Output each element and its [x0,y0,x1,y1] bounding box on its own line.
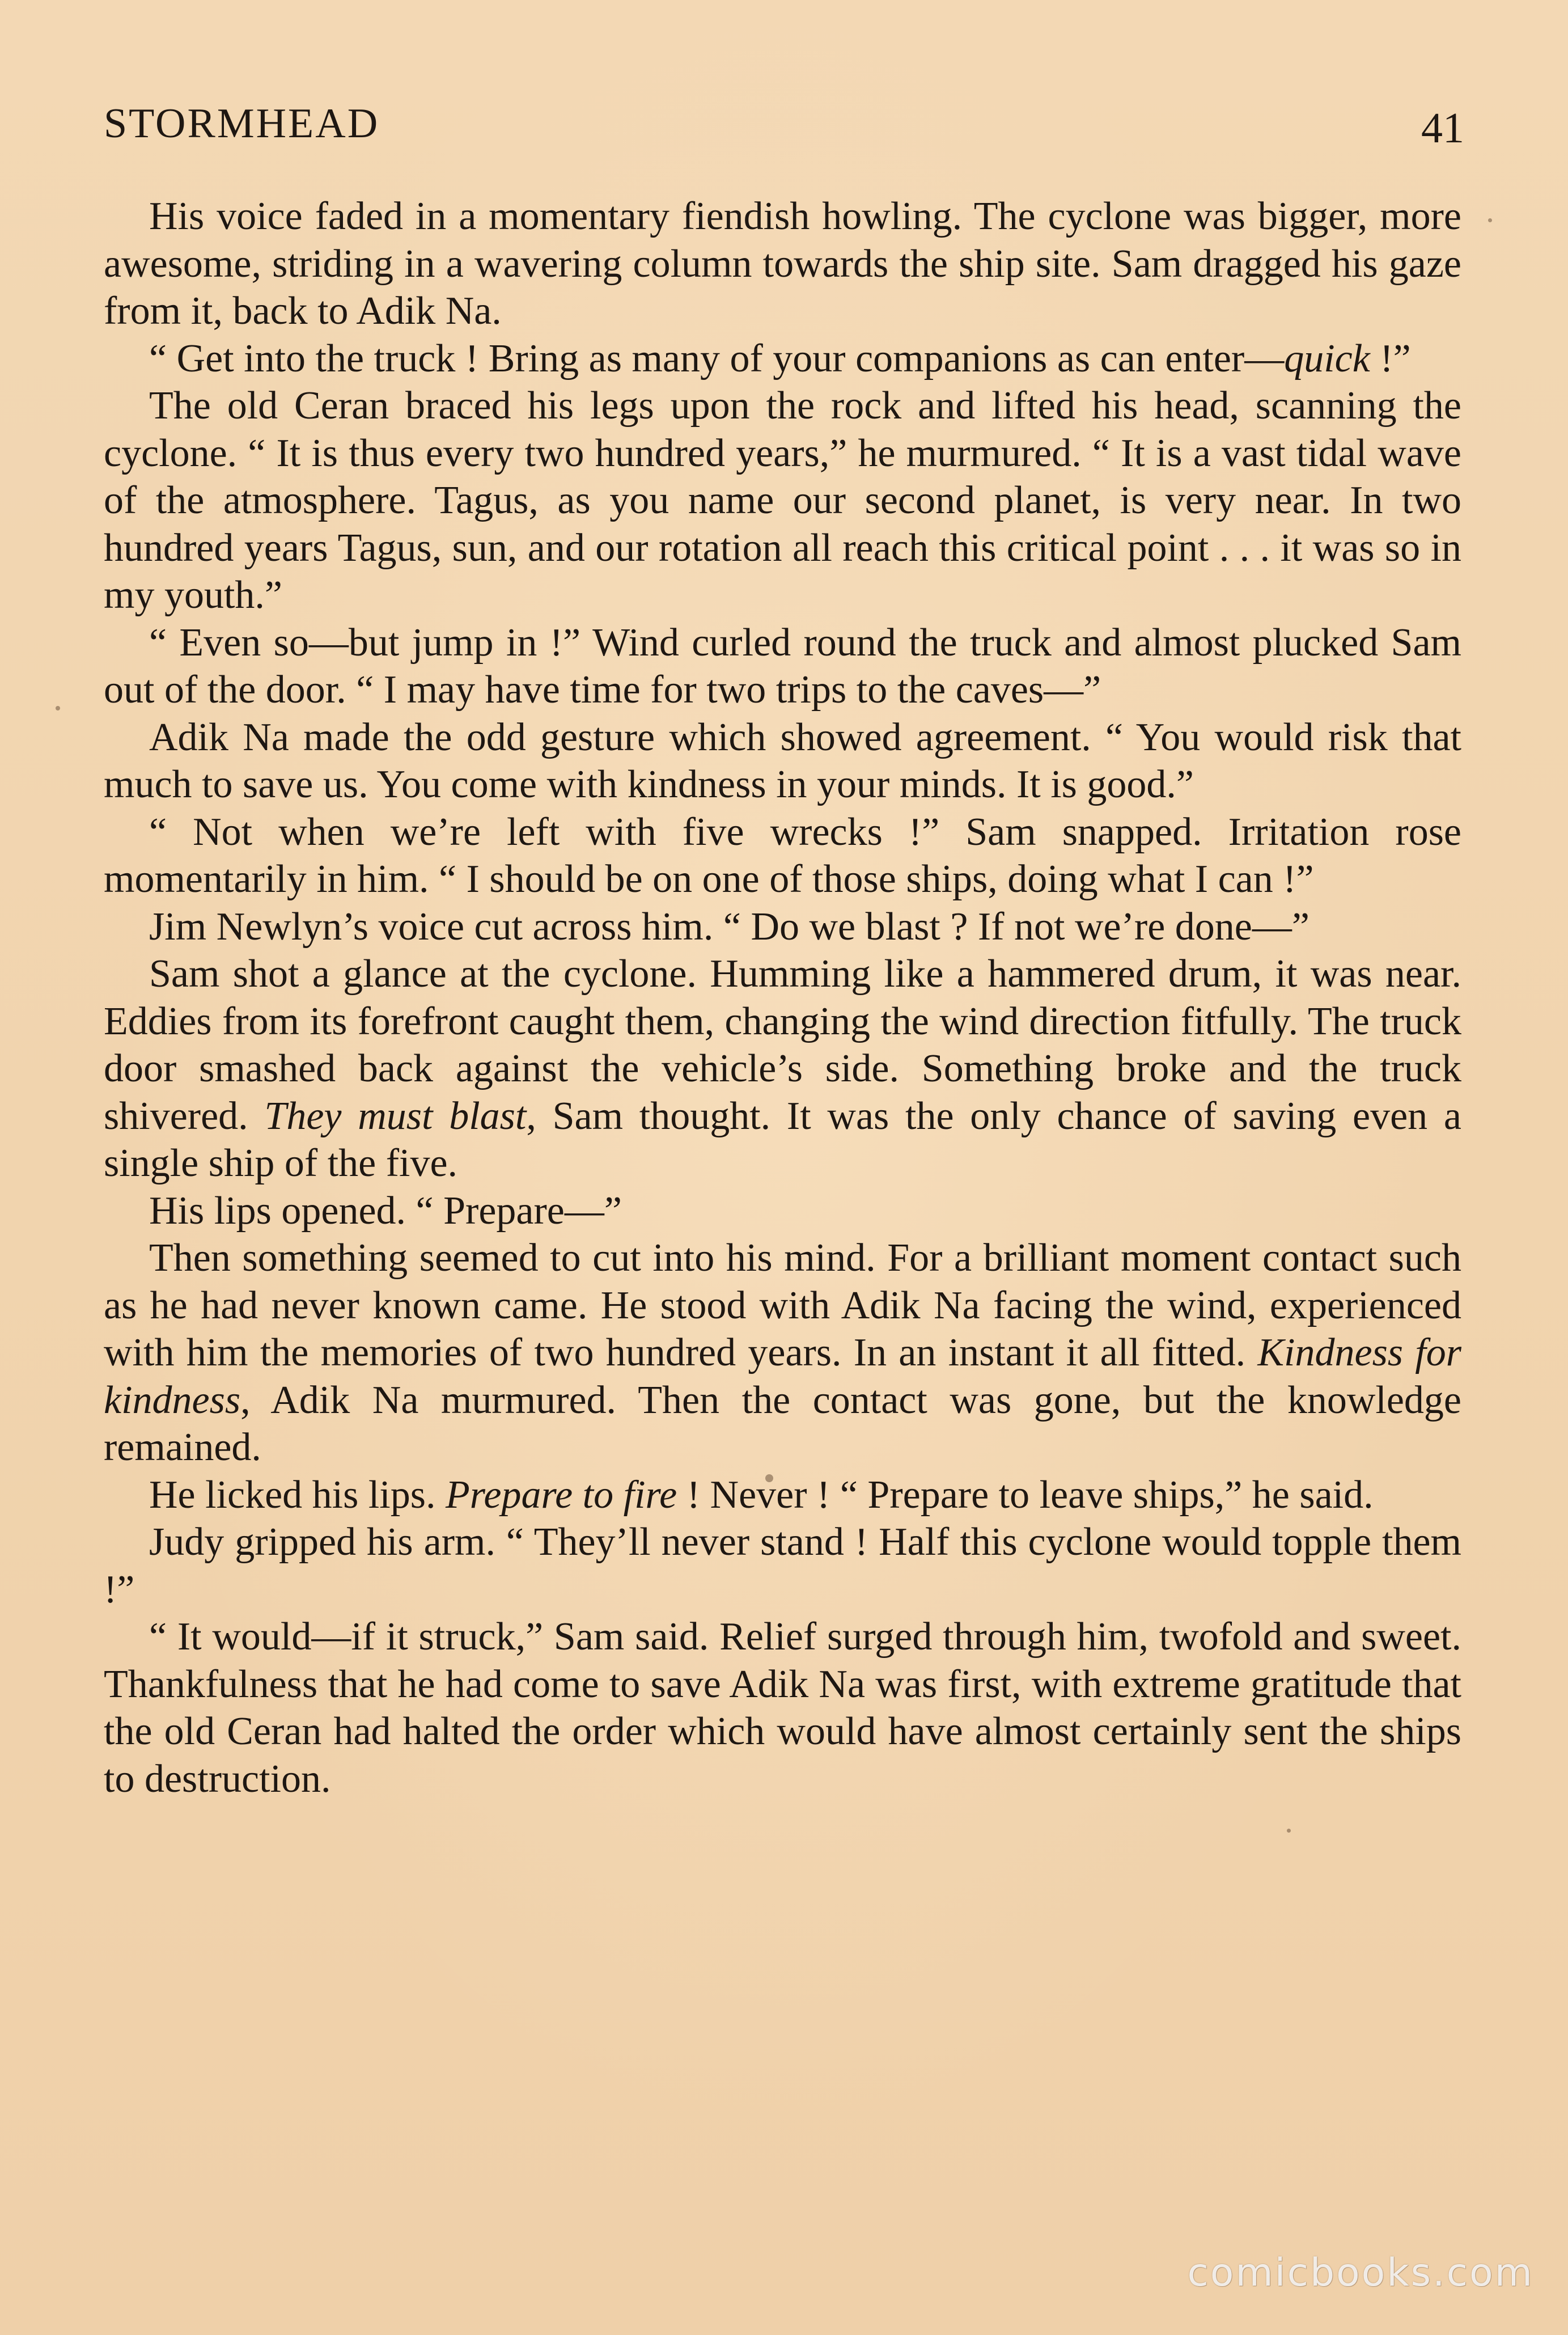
text-run: !” [1370,336,1411,380]
text-run: “ It would—if it struck,” Sam said. Relief surged through him, twofold and sweet. Thankfulness that he had come to save Adik Na was first, with extreme gratitude that the old Ceran had halted the order which would have almost certainly sent the ships to destruction. [104,1615,1461,1801]
paragraph [104,809,1461,903]
italic-text-run: quick [1284,336,1370,380]
paragraph [104,335,1461,383]
paragraph [104,1234,1461,1471]
running-head [104,95,1464,163]
text-run: Judy gripped his arm. “ They’ll never stand ! Half this cyclone would topple them !” [104,1520,1461,1611]
paragraph [104,619,1461,714]
text-run: , Sam thought. It was the only chance of saving even a single ship of the five. [104,1094,1461,1185]
paper-speck [1488,218,1492,222]
paragraph [104,903,1461,951]
text-run: Sam shot a glance at the cyclone. Humming like a hammered drum, it was near. Eddies from its forefront caught them, changing the wind direction fitfully. The truck door smashed back against the vehicle’s side. Something broke and the truck shivered. [104,952,1461,1138]
text-run: Then something seemed to cut into his mind. For a brilliant moment contact such as he had never known came. He stood with Adik Na facing the wind, experienced with him the memories of two hundred years. In an instant it all fitted. [104,1236,1461,1374]
text-run: The old Ceran braced his legs upon the rock and lifted his head, scanning the cyclone. “ It is thus every two hundred years,” he murmured. “ It is a vast tidal wave of the atmosphere. Tagus, as you name our second planet, is very near. In two hundred years Tagus, sun, and our rotation all reach this critical point . . . it was so in my youth.” [104,384,1461,617]
watermark: comicbooks.com [1187,2251,1534,2295]
text-run: His voice faded in a momentary fiendish howling. The cyclone was bigger, more awesome, striding in a wavering column towards the ship site. Sam dragged his gaze from it, back to Adik Na. [104,194,1461,333]
paper-speck [765,1474,773,1482]
text-run: He licked his lips. [149,1473,446,1517]
page-number: 41 [1421,104,1464,152]
paragraph [104,1518,1461,1613]
running-title: STORMHEAD [104,100,380,147]
text-run: His lips opened. “ Prepare—” [149,1188,622,1233]
text-run: “ Not when we’re left with five wrecks !” Sam snapped. Irritation rose momentarily in him. “ I should be on one of those ships, doing what I can !” [104,810,1461,901]
text-run: , Adik Na murmured. Then the contact was gone, but the knowledge remained. [104,1378,1461,1469]
paragraph [104,1471,1461,1519]
paragraph [104,382,1461,619]
text-run: “ Get into the truck ! Bring as many of your companions as can enter— [149,336,1285,380]
text-run: “ Even so—but jump in !” Wind curled round the truck and almost plucked Sam out of the door. “ I may have time for two trips to the caves—” [104,620,1461,712]
paper-speck [56,706,60,710]
paragraph [104,1613,1461,1803]
paragraph [104,950,1461,1187]
text-run: Adik Na made the odd gesture which showed agreement. “ You would risk that much to save us. You come with kindness in your minds. It is good.” [104,715,1461,806]
paragraph [104,1187,1461,1235]
paragraph [104,193,1461,335]
body-text [104,193,1461,1803]
text-run: Jim Newlyn’s voice cut across him. “ Do we blast ? If not we’re done—” [149,904,1310,949]
paragraph [104,714,1461,809]
italic-text-run: Prepare to fire [445,1473,677,1517]
italic-text-run: They must blast [264,1094,527,1138]
text-run: ! Never ! “ Prepare to leave ships,” he said. [677,1473,1374,1517]
paper-speck [1287,1829,1291,1833]
italic-text-run: Kindness for kindness [104,1331,1461,1422]
